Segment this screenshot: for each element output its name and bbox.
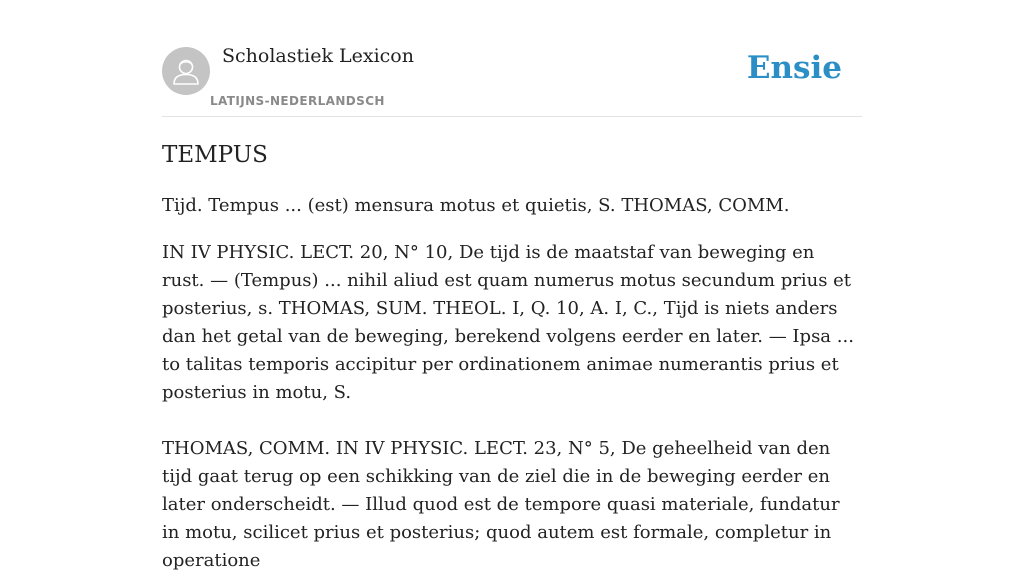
site-title[interactable]: Scholastiek Lexicon <box>222 45 414 67</box>
user-icon <box>162 47 210 95</box>
entry-paragraph: IN IV PHYSIC. LECT. 20, N° 10, De tijd is de maatstaf van beweging en rust. — (Tempus) ... nihil aliud est quam numerus motus secundum prius et posterius, s. THOMAS, SUM. THEOL. I, Q. 10, A. I, C., Tijd is niets anders dan het getal van de beweging, berekend volgens eerder en later. — Ipsa ... to talitas temporis accipitur per ordinationem animae numerantis prius et posterius in motu, S. <box>162 242 854 403</box>
entry-content <box>162 140 862 575</box>
avatar[interactable] <box>162 47 210 95</box>
site-subtitle: LATIJNS-NEDERLANDSCH <box>210 94 385 108</box>
site-header <box>162 0 862 117</box>
entry-title: TEMPUS <box>162 142 268 168</box>
entry-paragraph: Tijd. Tempus ... (est) mensura motus et quietis, S. THOMAS, COMM. <box>162 195 790 216</box>
brand-logo[interactable]: Ensie <box>746 50 842 86</box>
entry-paragraph: THOMAS, COMM. IN IV PHYSIC. LECT. 23, N° 5, De geheelheid van den tijd gaat terug op een schikking van de ziel die in de beweging eerder en later onderscheidt. — Illud quod est de tempore quasi materiale, fundatur in motu, scilicet prius et posterius; quod autem est formale, completur in operatione <box>162 438 840 571</box>
